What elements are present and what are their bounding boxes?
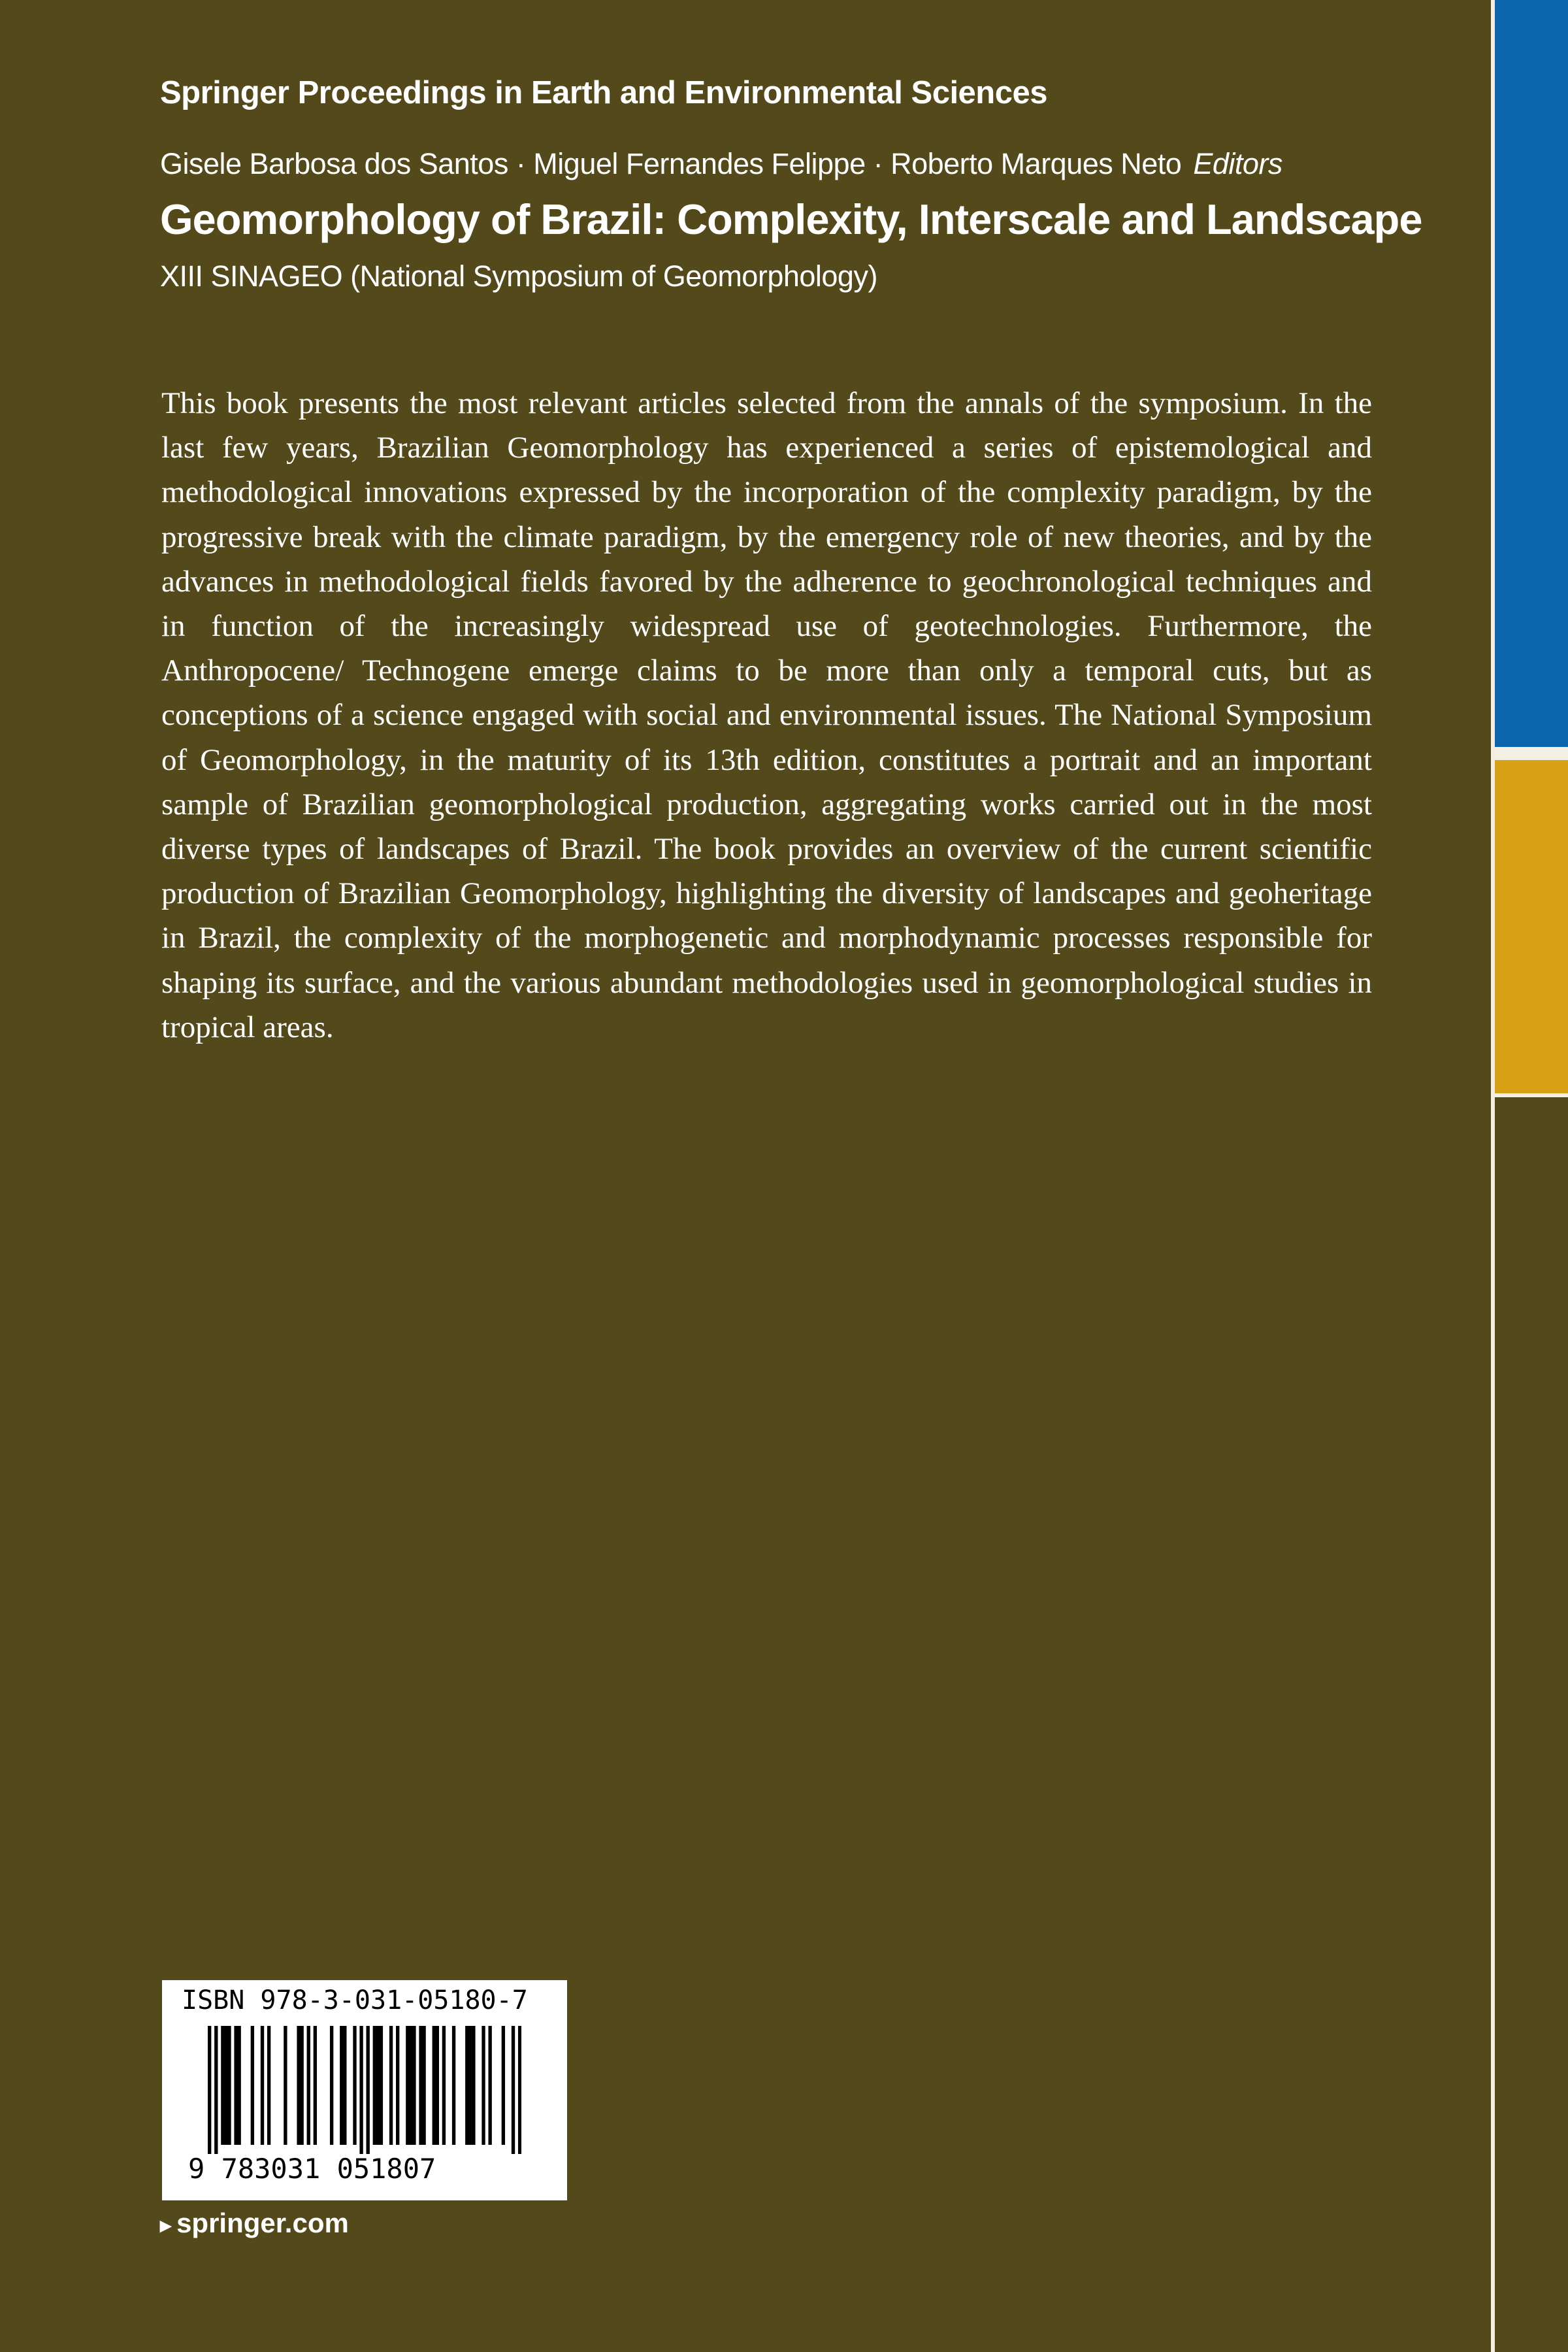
barcode-bar xyxy=(396,2026,399,2145)
barcode-bar xyxy=(373,2026,376,2145)
barcode-bar xyxy=(422,2026,425,2145)
barcode-bar xyxy=(419,2026,422,2145)
barcode-bar xyxy=(472,2026,475,2145)
barcode-bar xyxy=(224,2026,227,2145)
barcode-bar xyxy=(452,2026,455,2145)
barcode-bar xyxy=(518,2026,521,2154)
book-subtitle: XIII SINAGEO (National Symposium of Geomorphology) xyxy=(160,259,877,293)
book-description: This book presents the most relevant articles selected from the annals of the symposium. In the last few years, Brazilian Geomorphology has experienced a series of epistemological and methodological innovations expressed by the incorporation of the complexity paradigm, by the progressive break with the climate paradigm, by the emergency role of new theories, and by the advances in methodological fields favored by the adherence to geochronological techniques and in function of the increasingly widespread use of geotechnologies. Furthermore, the Anthropocene/ Technogene emerge claims to be more than only a temporal cuts, but as conceptions of a science engaged with social and environmental issues. The National Symposium of Geomorphology, in the maturity of its 13th edition, constitutes a portrait and an important sample of Brazilian geomorphological production, aggregating works carried out in the most diverse types of landscapes of Brazil. The book provides an overview of the current scientific production of Brazilian Geomorphology, highlighting the diversity of landscapes and geoheritage in Brazil, the complexity of the morphogenetic and morphodynamic processes responsible for shaping its surface, and the various abundant methodologies used in geomorphological studies in tropical areas. xyxy=(161,386,1372,1044)
barcode-bar xyxy=(436,2026,439,2145)
barcode-bar xyxy=(227,2026,231,2145)
barcode-bar xyxy=(389,2026,393,2145)
barcode-bar xyxy=(284,2026,287,2145)
color-strip-yellow xyxy=(1495,760,1568,1093)
editors-role: Editors xyxy=(1193,147,1282,180)
color-strip xyxy=(1491,0,1568,2352)
barcode-bar xyxy=(468,2026,472,2145)
barcode-bar xyxy=(512,2026,515,2154)
isbn-label: ISBN 978-3-031-05180-7 xyxy=(182,1985,528,2015)
barcode-bar xyxy=(412,2026,416,2145)
barcode-bar xyxy=(433,2026,436,2145)
isbn-barcode xyxy=(162,1980,567,2200)
ean-digits: 9 783031 051807 xyxy=(188,2153,436,2185)
series-name: Springer Proceedings in Earth and Environmental Sciences xyxy=(160,75,1047,110)
barcode-bar xyxy=(267,2026,270,2145)
publisher-website-text: springer.com xyxy=(176,2208,349,2238)
barcode-bar xyxy=(300,2026,303,2145)
book-title: Geomorphology of Brazil: Complexity, Interscale and Landscape xyxy=(160,195,1422,243)
barcode-bar xyxy=(442,2026,446,2145)
barcode-bar xyxy=(314,2026,317,2145)
barcode-bar xyxy=(214,2026,218,2154)
barcode-bar xyxy=(251,2026,254,2145)
barcode-bars xyxy=(208,2026,521,2154)
barcode-bar xyxy=(409,2026,412,2145)
color-strip-divider xyxy=(1495,747,1568,760)
barcode-bar xyxy=(488,2026,491,2145)
barcode-bar xyxy=(482,2026,485,2145)
barcode-bar xyxy=(208,2026,211,2154)
barcode-bar xyxy=(380,2026,383,2145)
editors-line xyxy=(160,147,1282,181)
barcode-bar xyxy=(237,2026,240,2145)
arrow-right-icon: ▸ xyxy=(160,2213,172,2238)
barcode-bar xyxy=(330,2026,333,2145)
barcode-bar xyxy=(234,2026,237,2145)
barcode-bar xyxy=(502,2026,505,2145)
barcode-bar xyxy=(343,2026,346,2145)
barcode-bar xyxy=(367,2026,370,2154)
editors-names: Gisele Barbosa dos Santos · Miguel Fernandes Felippe · Roberto Marques Neto xyxy=(160,147,1182,180)
barcode-bar xyxy=(261,2026,264,2145)
barcode-bar xyxy=(376,2026,380,2145)
barcode-bar xyxy=(406,2026,409,2145)
barcode-bar xyxy=(307,2026,310,2145)
color-strip-olive xyxy=(1495,1097,1568,2352)
barcode-bar xyxy=(297,2026,300,2145)
barcode-bar xyxy=(221,2026,224,2145)
barcode-bar xyxy=(353,2026,356,2145)
publisher-website-link[interactable] xyxy=(160,2208,349,2239)
color-strip-blue xyxy=(1495,0,1568,747)
barcode-bar xyxy=(465,2026,468,2145)
barcode-bar xyxy=(340,2026,343,2145)
barcode-bar xyxy=(359,2026,363,2154)
